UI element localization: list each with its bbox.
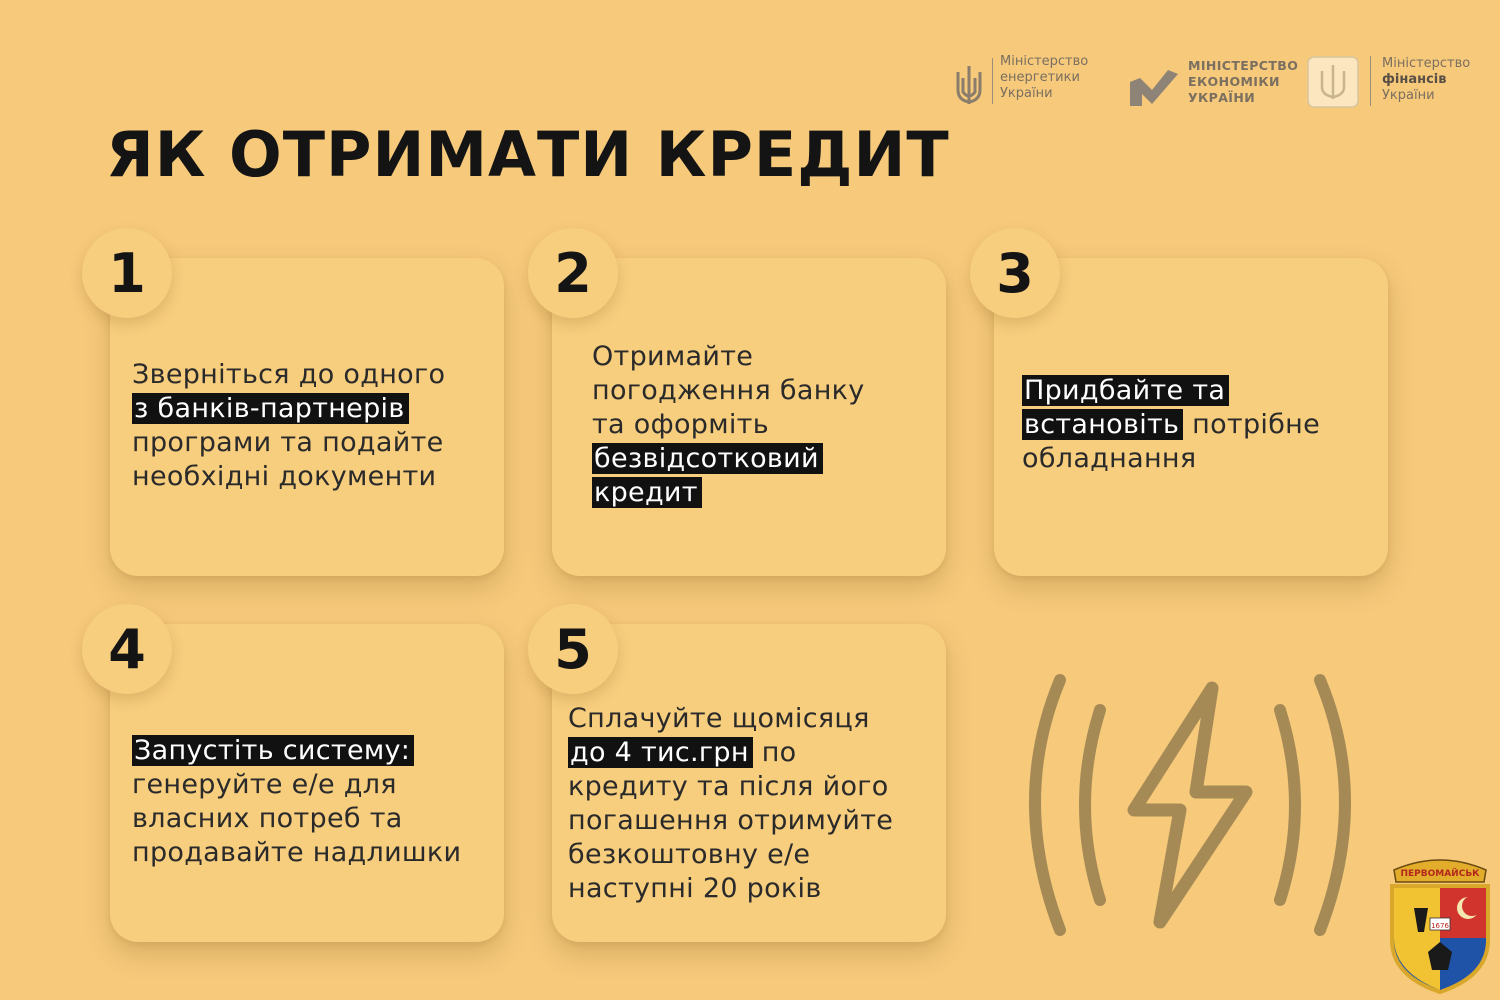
step-5-line-1: Сплачуйте щомісяця [568,703,870,734]
step-2-line-3: та оформіть [592,409,769,440]
step-1-line-2: з банків-партнерів [132,392,445,426]
step-4-line-2: генеруйте е/е для [132,769,397,800]
step-card-2 [552,258,946,576]
economy-ministry-label: МІНІСТЕРСТВО ЕКОНОМІКИ УКРАЇНИ [1188,58,1299,105]
step-4-line-1: Запустіть систему: [132,734,461,768]
step-5-line-6: наступні 20 років [568,873,822,904]
step-card-4 [110,624,504,942]
step-5-line-2: до 4 тис.грн по [570,737,797,768]
step-5-line-5: безкоштовну е/е [568,839,811,870]
step-number-5: 5 [528,604,618,694]
step-1-line-3: програми та подайте [132,427,444,458]
step-2-line-4: безвідсотковий [592,442,865,476]
energy-ministry-label: Міністерство енергетики України [1000,54,1089,101]
step-2-text [592,340,865,510]
step-3-line-3: обладнання [1022,443,1197,474]
finance-ministry-label: Міністерство фінансів України [1382,56,1471,103]
step-5-line-4: погашення отримуйте [568,805,894,836]
page-title: ЯК ОТРИМАТИ КРЕДИТ [106,118,950,191]
step-number-1: 1 [82,228,172,318]
logo-divider [992,58,993,104]
step-3-line-2: встановіть потрібне [1024,409,1321,440]
emblem-year: 1676 [1431,922,1449,930]
ministry-logos [950,52,1490,112]
emblem-city-name: ПЕРВОМАЙСЬК [1400,869,1480,879]
step-card-1 [110,258,504,576]
step-1-text [132,358,445,494]
lightning-bolt-icon [1000,660,1380,960]
logo-divider [1370,56,1371,106]
trident-icon [954,58,984,114]
step-number-3: 3 [970,228,1060,318]
step-5-line-3: кредиту та після його [568,771,889,802]
step-1-line-1: Зверніться до одного [132,359,446,390]
step-2-line-2: погодження банку [592,375,865,406]
step-number-4: 4 [82,604,172,694]
checkmark-logo-icon [1128,60,1180,116]
step-number-2: 2 [528,228,618,318]
step-4-text [132,734,461,870]
step-5-text [568,702,893,906]
step-3-line-1: Придбайте та [1022,374,1320,408]
step-card-3 [994,258,1388,576]
step-4-line-3: власних потреб та [132,803,403,834]
step-1-line-4: необхідні документи [132,461,437,492]
step-2-line-1: Отримайте [592,341,754,372]
step-2-line-5: кредит [592,476,865,510]
finance-logo-icon [1306,54,1360,110]
step-4-line-4: продавайте надлишки [132,837,462,868]
city-emblem-icon [1384,848,1496,994]
step-3-text [1022,374,1320,476]
